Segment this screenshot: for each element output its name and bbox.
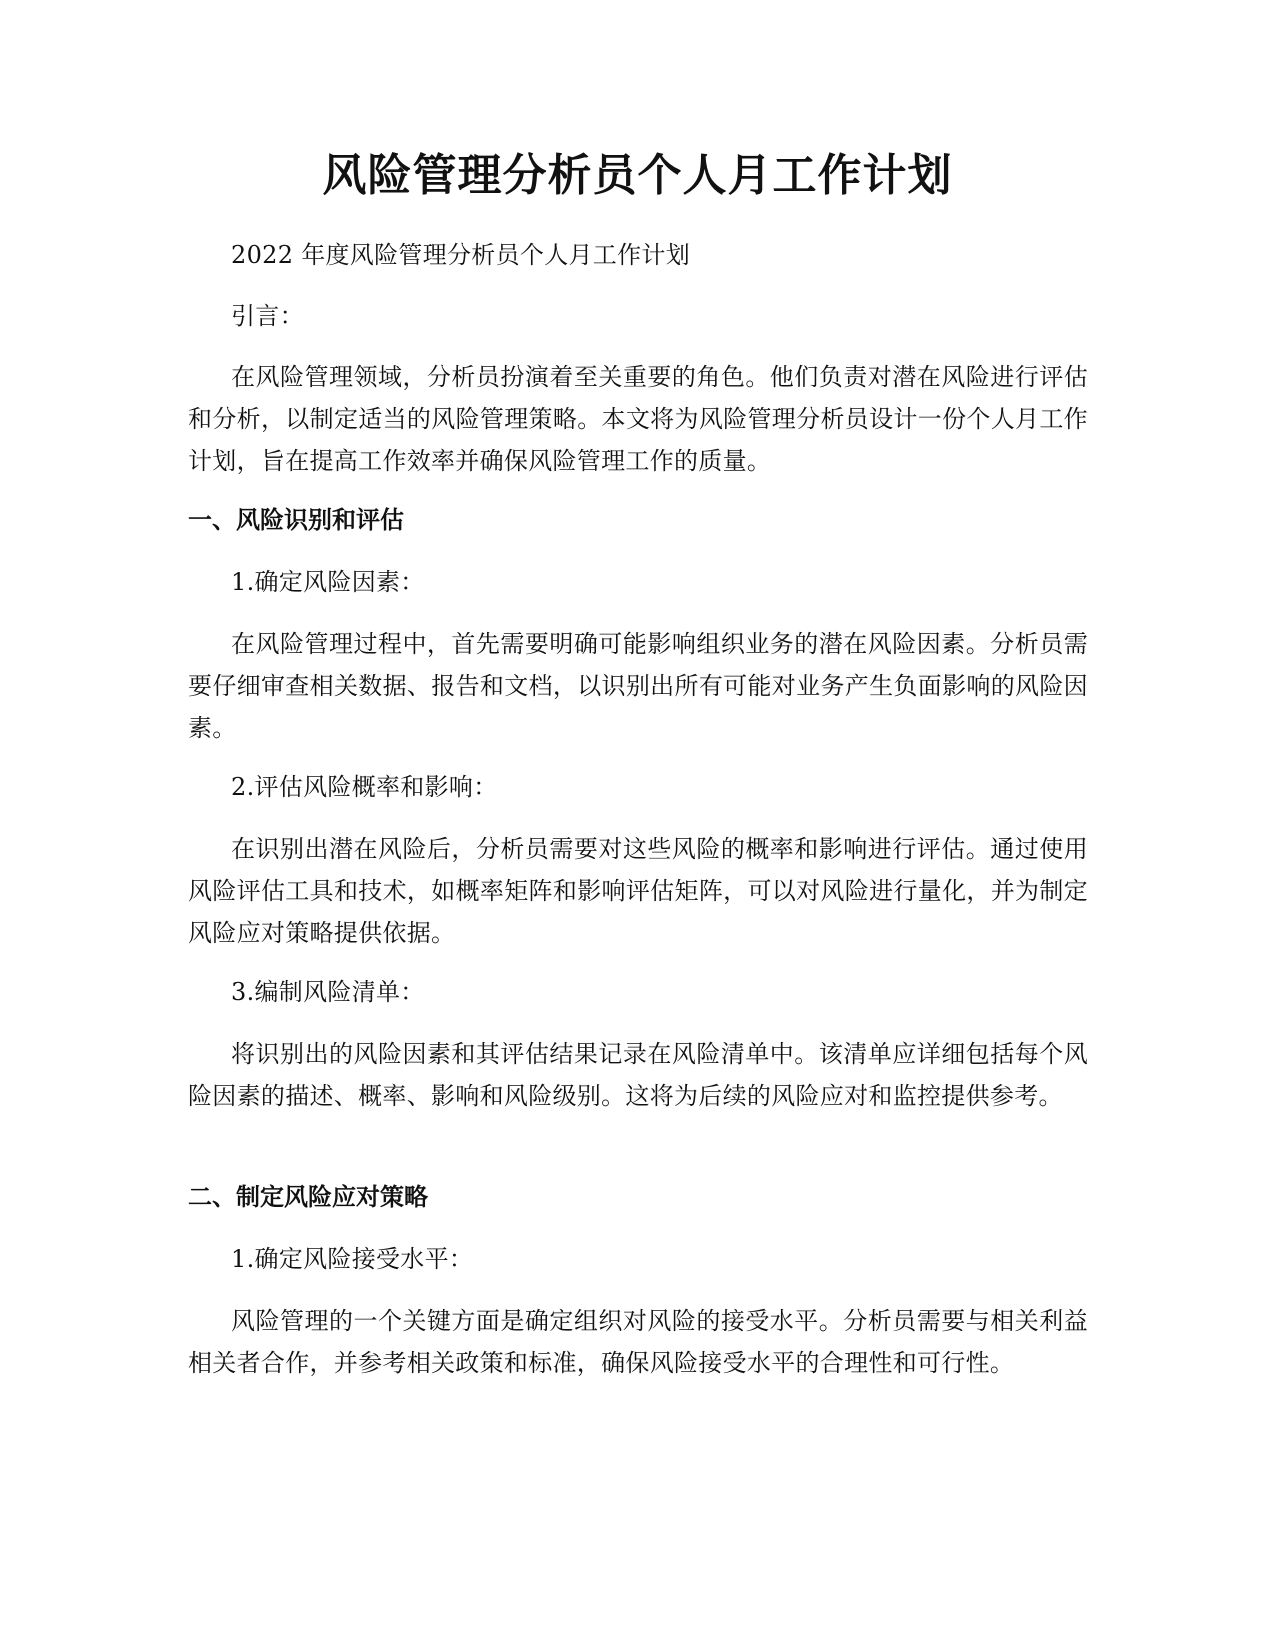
document-title: 风险管理分析员个人月工作计划: [322, 150, 953, 201]
item-paragraph: 在识别出潜在风险后，分析员需要对这些风险的概率和影响进行评估。通过使用风险评估工具和技术，如概率矩阵和影响评估矩阵，可以对风险进行量化，并为制定风险应对策略提供依据。: [188, 835, 1088, 947]
item-paragraph: 在风险管理过程中，首先需要明确可能影响组织业务的潜在风险因素。分析员需要仔细审查相关数据、报告和文档，以识别出所有可能对业务产生负面影响的风险因素。: [188, 630, 1088, 742]
intro-paragraph: 在风险管理领域，分析员扮演着至关重要的角色。他们负责对潜在风险进行评估和分析，以制定适当的风险管理策略。本文将为风险管理分析员设计一份个人月工作计划，旨在提高工作效率并确保风险管理工作的质量。: [188, 363, 1088, 475]
item-label: 1.确定风险接受水平：: [231, 1245, 474, 1273]
item-paragraph: 风险管理的一个关键方面是确定组织对风险的接受水平。分析员需要与相关利益相关者合作，并参考相关政策和标准，确保风险接受水平的合理性和可行性。: [188, 1307, 1088, 1377]
section-heading: 一、风险识别和评估: [188, 506, 404, 534]
section-heading: 二、制定风险应对策略: [188, 1183, 428, 1211]
document-subtitle: 2022 年度风险管理分析员个人月工作计划: [231, 241, 691, 269]
item-label: 2.评估风险概率和影响：: [231, 773, 498, 801]
item-paragraph: 将识别出的风险因素和其评估结果记录在风险清单中。该清单应详细包括每个风险因素的描述、概率、影响和风险级别。这将为后续的风险应对和监控提供参考。: [188, 1040, 1088, 1110]
item-label: 1.确定风险因素：: [231, 568, 425, 596]
item-label: 3.编制风险清单：: [231, 978, 425, 1006]
intro-label: 引言：: [231, 302, 304, 330]
